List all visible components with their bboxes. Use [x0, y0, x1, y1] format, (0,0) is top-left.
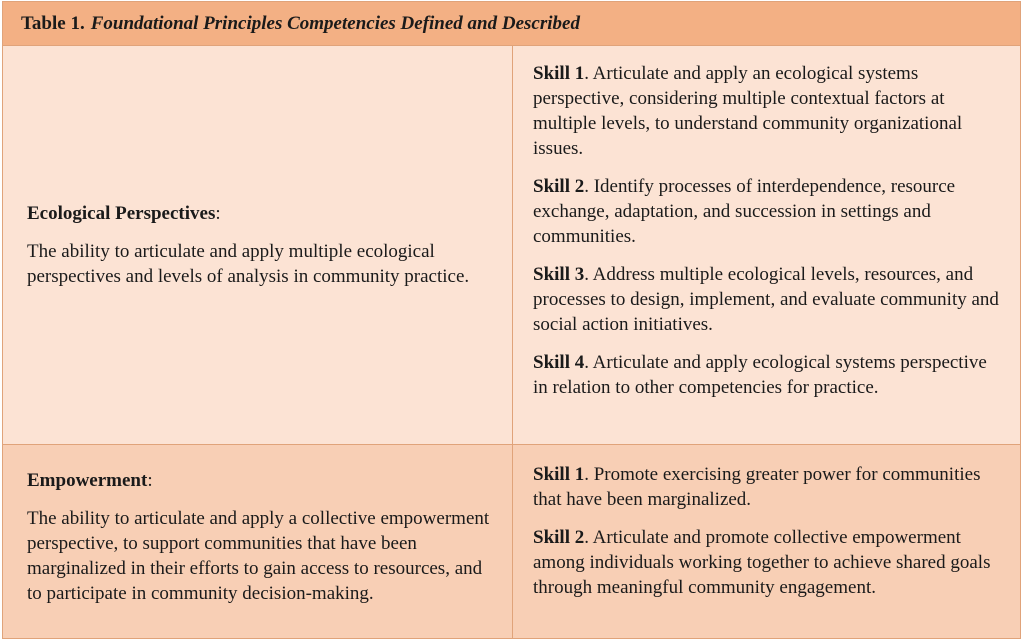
skill-text: . Articulate and apply an ecological systems perspective, considering multiple contextual factors at multiple levels, to understand community organizational issues. [533, 63, 963, 159]
competency-description: The ability to articulate and apply a collective empowerment perspective, to support communities that have been marginalized in their efforts to gain access to resources, and to participate in community decision-making. [27, 508, 490, 604]
competency-description: The ability to articulate and apply multiple ecological perspectives and levels of analysis in community practice. [27, 241, 470, 287]
table-row [3, 46, 1020, 445]
skill-item [533, 262, 1002, 337]
skill-item [533, 350, 1002, 400]
skill-text: . Articulate and promote collective empowerment among individuals working together to achieve shared goals through meaningful community engagement. [533, 527, 991, 598]
competency-heading-suffix: : [215, 203, 221, 224]
skills-cell [513, 46, 1020, 444]
skill-label: Skill 3 [533, 264, 585, 285]
skill-text: . Articulate and apply ecological systems perspective in relation to other competencies for practice. [533, 352, 987, 398]
skills-cell [513, 445, 1020, 638]
skill-label: Skill 1 [533, 63, 585, 84]
skill-text: . Identify processes of interdependence, resource exchange, adaptation, and succession in settings and communities. [533, 176, 956, 247]
competencies-table [2, 1, 1021, 639]
table-title [3, 2, 1020, 46]
skill-label: Skill 2 [533, 176, 585, 197]
skill-item [533, 525, 1002, 600]
competency-cell [3, 445, 513, 638]
skill-label: Skill 1 [533, 464, 585, 485]
skill-item [533, 174, 1002, 249]
skill-label: Skill 2 [533, 527, 585, 548]
table-title-label: Table 1. [21, 12, 85, 34]
skill-text: . Promote exercising greater power for communities that have been marginalized. [533, 464, 981, 510]
competency-name: Empowerment [27, 470, 148, 491]
table-title-text: Foundational Principles Competencies Defined and Described [90, 12, 580, 34]
skill-item [533, 61, 1002, 161]
competency-name: Ecological Perspectives [27, 203, 216, 224]
competency-cell [3, 46, 513, 444]
competency-heading [27, 468, 492, 493]
skill-label: Skill 4 [533, 352, 585, 373]
competency-heading [27, 201, 492, 226]
skill-item [533, 462, 1002, 512]
skill-text: . Address multiple ecological levels, resources, and processes to design, implement, and evaluate community and social action initiatives. [533, 264, 999, 335]
table-row [3, 445, 1020, 638]
competency-heading-suffix: : [147, 470, 153, 491]
